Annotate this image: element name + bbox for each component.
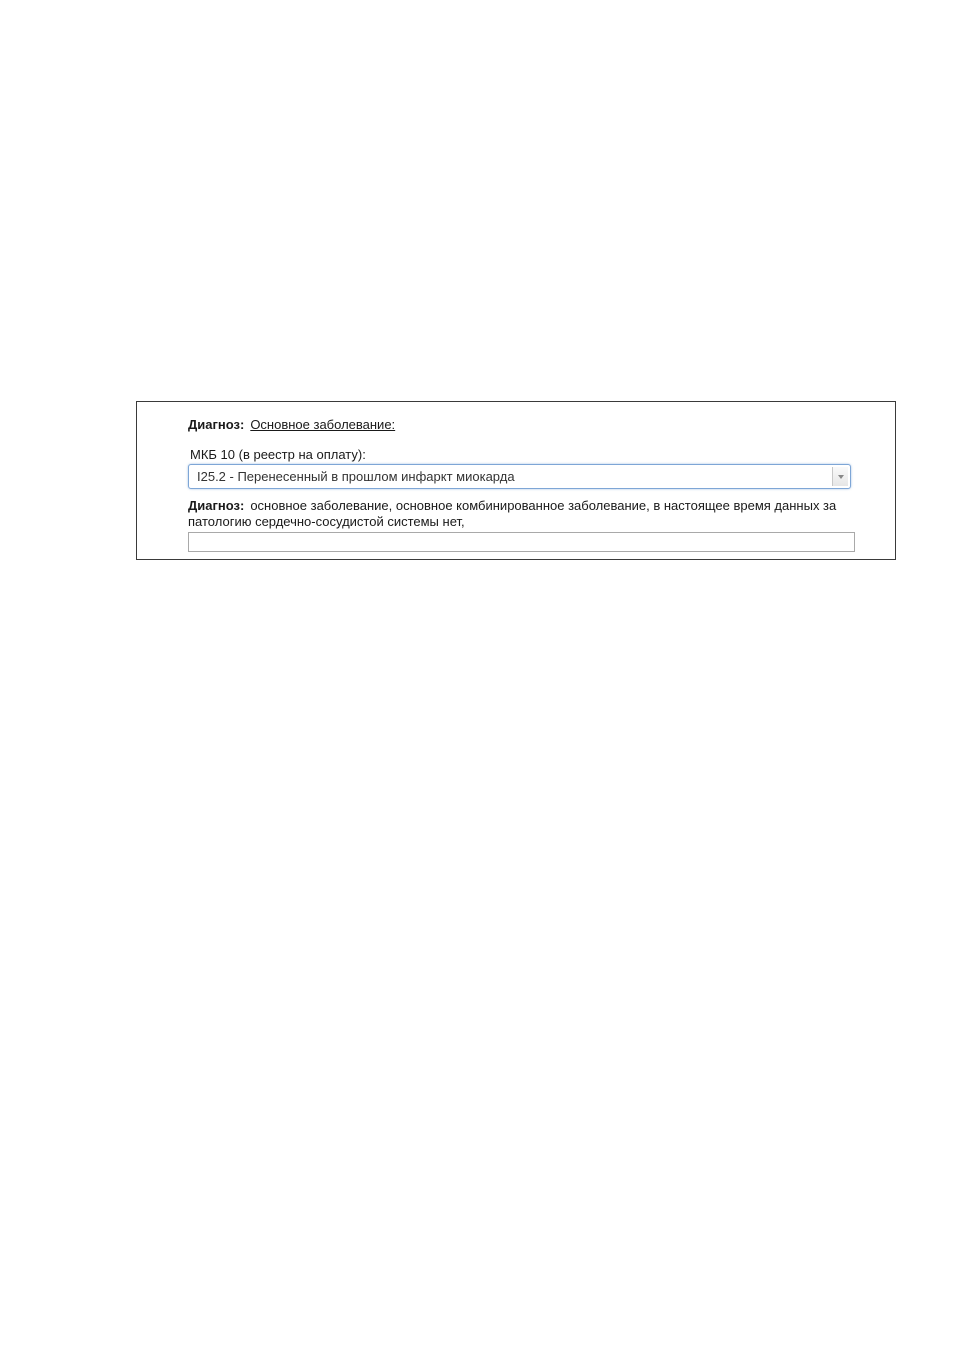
diagnosis-text: основное заболевание, основное комбинированное заболевание, в настоящее время данных за патологию сердечно-сосудистой системы нет, — [188, 498, 837, 529]
diagnosis-header — [188, 417, 395, 433]
chevron-down-icon[interactable] — [832, 467, 848, 486]
diagnosis-header-label: Диагноз: — [188, 417, 245, 432]
main-disease-link[interactable]: Основное заболевание: — [250, 417, 396, 432]
mkb-select-value: I25.2 - Перенесенный в прошлом инфаркт миокарда — [197, 469, 515, 484]
mkb-label: МКБ 10 (в реестр на оплату): — [190, 447, 366, 462]
diagnosis-panel — [136, 401, 896, 560]
diagnosis-description — [188, 498, 888, 530]
diagnosis-input[interactable] — [188, 532, 855, 552]
mkb-select[interactable] — [188, 464, 851, 489]
diagnosis-label: Диагноз: — [188, 498, 245, 513]
